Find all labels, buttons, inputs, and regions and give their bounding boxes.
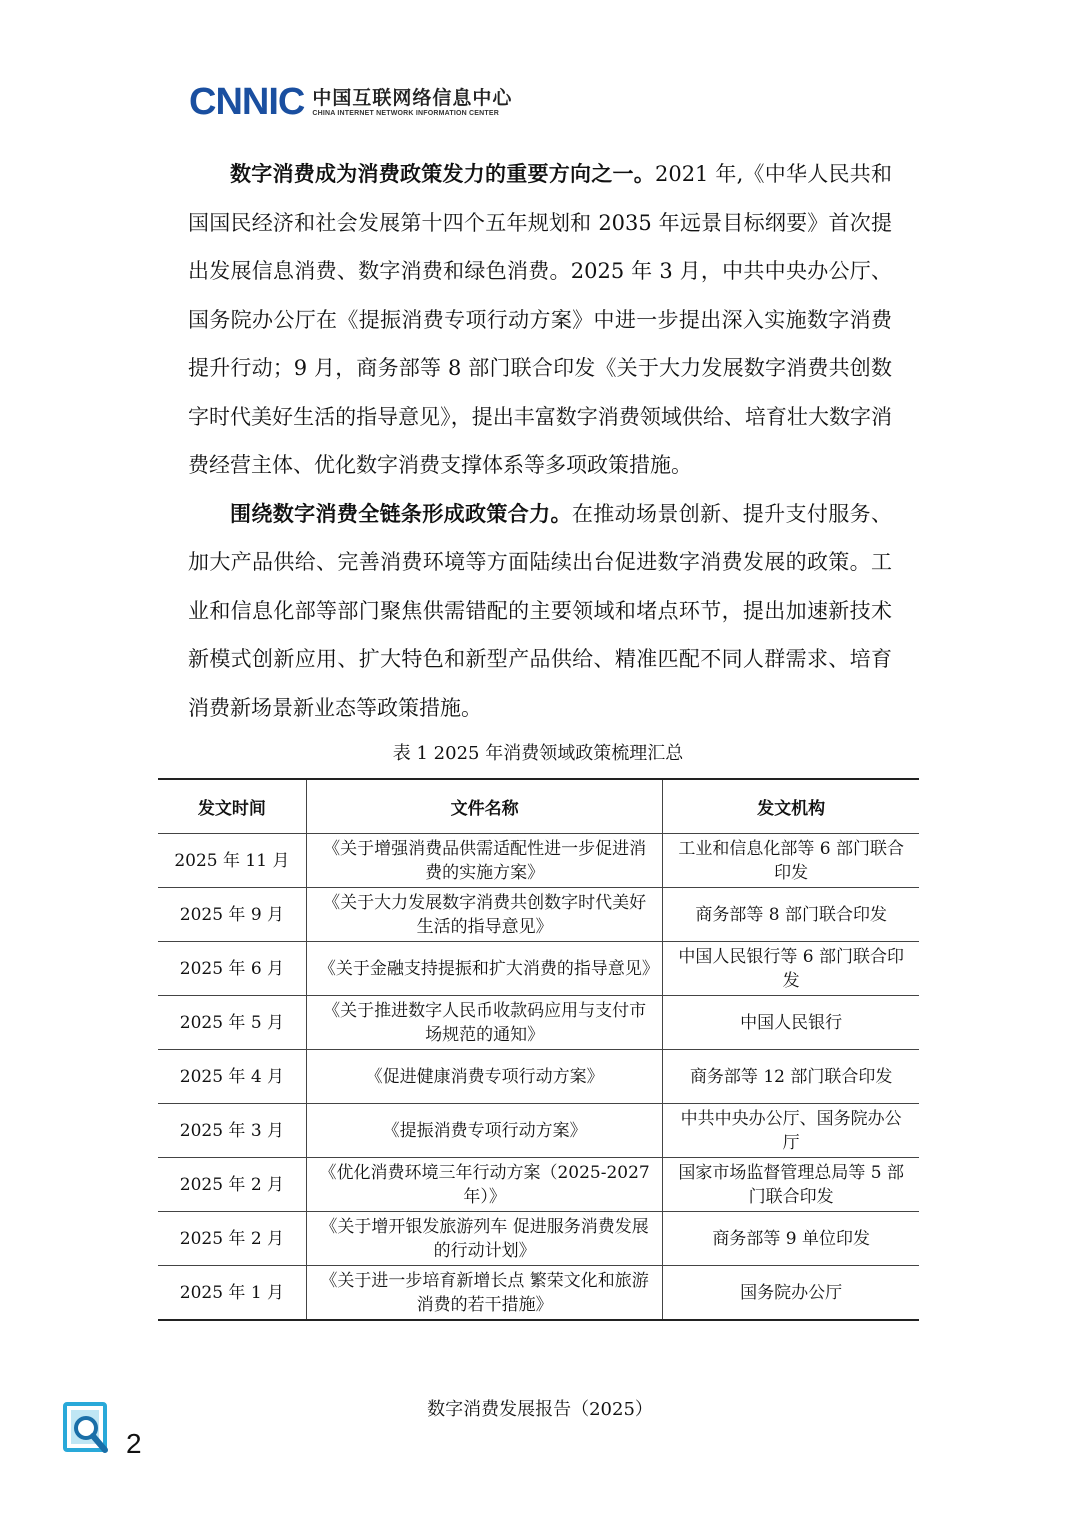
cell-date: 2025 年 9 月 bbox=[158, 888, 306, 942]
cell-date: 2025 年 1 月 bbox=[158, 1266, 306, 1321]
body-text bbox=[188, 150, 892, 732]
table-row bbox=[158, 1104, 919, 1158]
cell-document-name: 《提振消费专项行动方案》 bbox=[306, 1104, 663, 1158]
cell-issuing-agency: 商务部等 9 单位印发 bbox=[663, 1212, 919, 1266]
cnnic-logo-mark: CNNIC bbox=[189, 81, 305, 123]
cell-issuing-agency: 商务部等 12 部门联合印发 bbox=[663, 1050, 919, 1104]
paragraph-1-text: 2021 年,《中华人民共和国国民经济和社会发展第十四个五年规划和 2035 年远景目标纲要》首次提出发展信息消费、数字消费和绿色消费。2025 年 3 月，中共中央办公厅、国务院办公厅在《提振消费专项行动方案》中进一步提出深入实施数字消费提升行动；9 月，商务部等 8 部门联合印发《关于大力发展数字消费共创数字时代美好生活的指导意见》，提出丰富数字消费领域供给、培育壮大数字消费经营主体、优化数字消费支撑体系等多项政策措施。 bbox=[188, 162, 892, 477]
cell-issuing-agency: 国家市场监督管理总局等 5 部门联合印发 bbox=[663, 1158, 919, 1212]
cell-issuing-agency: 中共中央办公厅、国务院办公厅 bbox=[663, 1104, 919, 1158]
table-row bbox=[158, 834, 919, 888]
cell-document-name: 《关于金融支持提振和扩大消费的指导意见》 bbox=[306, 942, 663, 996]
policy-table bbox=[158, 778, 919, 1321]
header-date: 发文时间 bbox=[158, 779, 306, 834]
cell-date: 2025 年 2 月 bbox=[158, 1158, 306, 1212]
cell-document-name: 《促进健康消费专项行动方案》 bbox=[306, 1050, 663, 1104]
cell-issuing-agency: 商务部等 8 部门联合印发 bbox=[663, 888, 919, 942]
table-row bbox=[158, 996, 919, 1050]
cell-date: 2025 年 4 月 bbox=[158, 1050, 306, 1104]
table-caption: 表 1 2025 年消费领域政策梳理汇总 bbox=[392, 743, 684, 764]
paragraph-2-lead: 围绕数字消费全链条形成政策合力。 bbox=[230, 500, 572, 526]
paragraph-2 bbox=[188, 490, 892, 733]
cell-document-name: 《关于增强消费品供需适配性进一步促进消费的实施方案》 bbox=[306, 834, 663, 888]
header-issuing-agency: 发文机构 bbox=[663, 779, 919, 834]
cell-date: 2025 年 3 月 bbox=[158, 1104, 306, 1158]
table-row bbox=[158, 1050, 919, 1104]
cell-document-name: 《关于大力发展数字消费共创数字时代美好生活的指导意见》 bbox=[306, 888, 663, 942]
cell-date: 2025 年 11 月 bbox=[158, 834, 306, 888]
paragraph-2-text: 在推动场景创新、提升支付服务、加大产品供给、完善消费环境等方面陆续出台促进数字消费发展的政策。工业和信息化部等部门聚焦供需错配的主要领域和堵点环节，提出加速新技术新模式创新应用、扩大特色和新型产品供给、精准匹配不同人群需求、培育消费新场景新业态等政策措施。 bbox=[188, 501, 893, 720]
logo-chinese-name: 中国互联网络信息中心 bbox=[312, 86, 513, 109]
page-number: 2 bbox=[126, 1428, 142, 1459]
search-document-icon bbox=[63, 1402, 113, 1456]
table-row bbox=[158, 888, 919, 942]
cell-document-name: 《优化消费环境三年行动方案（2025-2027 年）》 bbox=[306, 1158, 663, 1212]
table-header-row bbox=[158, 779, 919, 834]
header-logo bbox=[189, 81, 513, 123]
cell-date: 2025 年 5 月 bbox=[158, 996, 306, 1050]
cell-document-name: 《关于推进数字人民币收款码应用与支付市场规范的通知》 bbox=[306, 996, 663, 1050]
footer-report-title: 数字消费发展报告（2025） bbox=[427, 1399, 653, 1420]
cell-issuing-agency: 中国人民银行等 6 部门联合印发 bbox=[663, 942, 919, 996]
cell-issuing-agency: 国务院办公厅 bbox=[663, 1266, 919, 1321]
cell-issuing-agency: 工业和信息化部等 6 部门联合印发 bbox=[663, 834, 919, 888]
table-row bbox=[158, 1158, 919, 1212]
table-row bbox=[158, 1212, 919, 1266]
logo-english-name: CHINA INTERNET NETWORK INFORMATION CENTER bbox=[312, 109, 500, 117]
cell-issuing-agency: 中国人民银行 bbox=[663, 996, 919, 1050]
paragraph-1-lead: 数字消费成为消费政策发力的重要方向之一。 bbox=[230, 161, 655, 186]
logo-text-block bbox=[312, 87, 512, 118]
header-document-name: 文件名称 bbox=[306, 779, 663, 834]
cell-date: 2025 年 2 月 bbox=[158, 1212, 306, 1266]
table-row bbox=[158, 1266, 919, 1321]
cell-document-name: 《关于进一步培育新增长点 繁荣文化和旅游消费的若干措施》 bbox=[306, 1266, 663, 1321]
cell-document-name: 《关于增开银发旅游列车 促进服务消费发展的行动计划》 bbox=[306, 1212, 663, 1266]
cell-date: 2025 年 6 月 bbox=[158, 942, 306, 996]
paragraph-1 bbox=[188, 150, 892, 490]
table-row bbox=[158, 942, 919, 996]
